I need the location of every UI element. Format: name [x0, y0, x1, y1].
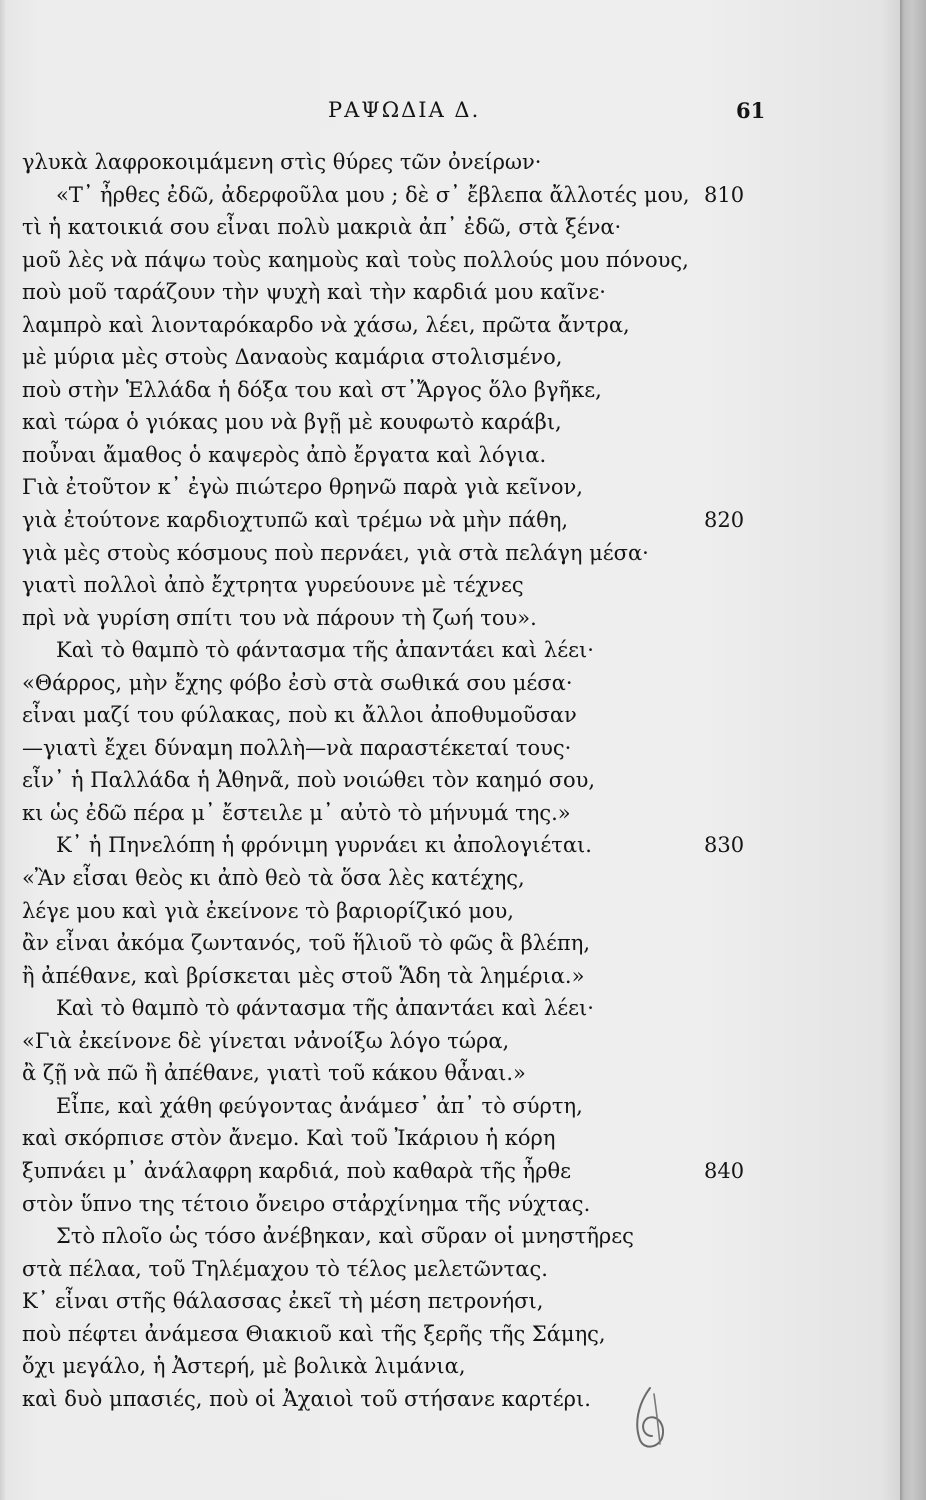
verse-line-text: «Γιὰ ἐκείνονε δὲ γίνεται νἀνοίξω λόγο τώρα,	[22, 1028, 510, 1053]
line-number: 820	[704, 508, 745, 533]
verse-line	[0, 634, 900, 667]
verse-line	[0, 667, 900, 700]
page-header	[0, 98, 900, 132]
verse-line	[0, 1057, 900, 1090]
verse-line	[0, 406, 900, 439]
verse-line	[0, 829, 900, 862]
verse-line	[0, 211, 900, 244]
verse-line	[0, 602, 900, 635]
verse-line	[0, 1285, 900, 1318]
verse-line-text: Καὶ τὸ θαμπὸ τὸ φάντασμα τῆς ἀπαντάει καὶ λέει·	[56, 638, 594, 663]
page-number: 61	[736, 98, 766, 123]
verse-line	[0, 146, 900, 179]
verse-line	[0, 1350, 900, 1383]
verse-line-text: ποὺ στὴν Ἑλλάδα ἡ δόξα του καὶ στ᾽Ἄργος ὅλο βγῆκε,	[22, 377, 602, 402]
verse-line-text: ἂ ζῇ νὰ πῶ ἢ ἀπέθανε, γιατὶ τοῦ κάκου θἆναι.»	[22, 1061, 526, 1086]
verse-line	[0, 374, 900, 407]
verse-line	[0, 1122, 900, 1155]
verse-line-text: μὲ μύρια μὲς στοὺς Δαναοὺς καμάρια στολισμένο,	[22, 345, 563, 370]
verse-line	[0, 1188, 900, 1221]
verse-line-text: γλυκὰ λαφροκοιμάμενη στὶς θύρες τῶν ὀνείρων·	[22, 150, 542, 174]
verse-line-text: ποὖναι ἄμαθος ὁ καψερὸς ἀπὸ ἔργατα καὶ λόγια.	[22, 442, 547, 467]
line-number: 840	[704, 1158, 745, 1183]
verse-line	[0, 537, 900, 570]
verse-line-text: λέγε μου καὶ γιὰ ἐκείνονε τὸ βαριορίζικό μου,	[22, 898, 514, 923]
verse-line-text: καὶ δυὸ μπασιές, ποὺ οἱ Ἀχαιοὶ τοῦ στήσανε καρτέρι.	[22, 1386, 591, 1411]
verse-line-text: Γιὰ ἐτοῦτον κ᾽ ἐγὼ πιώτερο θρηνῶ παρὰ γιὰ κεῖνον,	[22, 475, 583, 500]
verse-line-text: ξυπνάει μ᾽ ἀνάλαφρη καρδιά, ποὺ καθαρὰ τῆς ἦρθε	[22, 1158, 571, 1183]
verse-line-text: ποὺ μοῦ ταράζουν τὴν ψυχὴ καὶ τὴν καρδιά μου καῖνε·	[22, 280, 606, 305]
verse-line-text: ποὺ πέφτει ἀνάμεσα Θιακιοῦ καὶ τῆς ξερῆς τῆς Σάμης,	[22, 1321, 606, 1346]
verse-line	[0, 732, 900, 765]
verse-line	[0, 1090, 900, 1123]
verse-line	[0, 341, 900, 374]
verse-line	[0, 244, 900, 277]
verse-line-text: Κ᾽ ἡ Πηνελόπη ἡ φρόνιμη γυρνάει κι ἀπολογιέται.	[56, 833, 592, 858]
running-title: ΡΑΨΩΔΙΑ Δ.	[328, 98, 481, 122]
verse-line	[0, 569, 900, 602]
verse-line	[0, 862, 900, 895]
verse-line-text: μοῦ λὲς νὰ πάψω τοὺς καημοὺς καὶ τοὺς πολλούς μου πόνους,	[22, 247, 689, 272]
verse-line-text: «Θάρρος, μὴν ἔχης φόβο ἐσὺ στὰ σωθικά σου μέσα·	[22, 670, 573, 695]
verse-line-text: καὶ τώρα ὁ γιόκας μου νὰ βγῇ μὲ κουφωτὸ καράβι,	[22, 410, 562, 435]
verse-line-text: «Ἂν εἶσαι θεὸς κι ἀπὸ θεὸ τὰ ὅσα λὲς κατέχης,	[22, 866, 525, 891]
verse-line-text: ἂν εἶναι ἀκόμα ζωντανός, τοῦ ἥλιοῦ τὸ φῶς ἃ βλέπη,	[22, 931, 590, 956]
line-number: 830	[704, 833, 745, 858]
verse-line	[0, 895, 900, 928]
line-number: 810	[704, 182, 745, 207]
verse-line-text: εἶναι μαζί του φύλακας, ποὺ κι ἄλλοι ἀποθυμοῦσαν	[22, 703, 577, 728]
verse-line-text: Κ᾽ εἶναι στῆς θάλασσας ἐκεῖ τὴ μέση πετρονήσι,	[22, 1289, 544, 1314]
verse-line	[0, 927, 900, 960]
verse-line	[0, 992, 900, 1025]
verse-text	[0, 146, 900, 1415]
verse-line	[0, 1253, 900, 1286]
verse-line-text: Στὸ πλοῖο ὡς τόσο ἀνέβηκαν, καὶ σῦραν οἱ μνηστῆρες	[56, 1224, 634, 1249]
verse-line	[0, 1383, 900, 1416]
verse-line-text: γιὰ μὲς στοὺς κόσμους ποὺ περνάει, γιὰ στὰ πελάγη μέσα·	[22, 540, 649, 565]
verse-line-text: ἢ ἀπέθανε, καὶ βρίσκεται μὲς στοῦ Ἅδη τὰ λημέρια.»	[22, 963, 585, 988]
verse-line	[0, 797, 900, 830]
verse-line-text: λαμπρὸ καὶ λιονταρόκαρδο νὰ χάσω, λέει, πρῶτα ἄντρα,	[22, 312, 630, 337]
verse-line-text: πρὶ νὰ γυρίση σπίτι του νὰ πάρουν τὴ ζωή του».	[22, 605, 537, 630]
verse-line	[0, 276, 900, 309]
verse-line-text: Καὶ τὸ θαμπὸ τὸ φάντασμα τῆς ἀπαντάει καὶ λέει·	[56, 996, 594, 1021]
verse-line-text: ὄχι μεγάλο, ἡ Ἀστερή, μὲ βολικὰ λιμάνια,	[22, 1354, 466, 1379]
verse-line	[0, 699, 900, 732]
verse-line-text: εἶν᾽ ἡ Παλλάδα ἡ Ἀθηνᾶ, ποὺ νοιώθει τὸν καημό σου,	[22, 768, 596, 793]
verse-line	[0, 471, 900, 504]
verse-line-text: γιὰ ἐτούτονε καρδιοχτυπῶ καὶ τρέμω νὰ μὴν πάθη,	[22, 508, 569, 533]
verse-line	[0, 309, 900, 342]
verse-line	[0, 1025, 900, 1058]
verse-line	[0, 439, 900, 472]
verse-line	[0, 1220, 900, 1253]
verse-line	[0, 960, 900, 993]
verse-line	[0, 764, 900, 797]
verse-line	[0, 504, 900, 537]
verse-line	[0, 179, 900, 212]
verse-line	[0, 1318, 900, 1351]
verse-line-text: κι ὡς ἐδῶ πέρα μ᾽ ἔστειλε μ᾽ αὐτὸ τὸ μήνυμά της.»	[22, 800, 571, 825]
page-edge	[900, 0, 926, 1500]
verse-line-text: στὸν ὕπνο της τέτοιο ὄνειρο στἀρχίνημα τῆς νύχτας.	[22, 1191, 591, 1216]
verse-line-text: «Τ᾽ ἦρθες ἐδῶ, ἀδερφοῦλα μου ; δὲ σ᾽ ἔβλεπα ἄλλοτές μου,	[56, 182, 690, 207]
verse-line-text: Εἶπε, καὶ χάθη φεύγοντας ἀνάμεσ᾽ ἀπ᾽ τὸ σύρτη,	[56, 1093, 583, 1118]
handwritten-annotation	[628, 1384, 674, 1454]
verse-line-text: γιατὶ πολλοὶ ἀπὸ ἔχτρητα γυρεύουνε μὲ τέχνες	[22, 573, 524, 598]
verse-line-text: τὶ ἡ κατοικιά σου εἶναι πολὺ μακριὰ ἀπ᾽ ἐδῶ, στὰ ξένα·	[22, 215, 622, 240]
verse-line-text: καὶ σκόρπισε στὸν ἄνεμο. Καὶ τοῦ Ἰκάριου ἡ κόρη	[22, 1126, 556, 1151]
verse-line	[0, 1155, 900, 1188]
verse-line-text: —γιατὶ ἔχει δύναμη πολλὴ—νὰ παραστέκεταί τους·	[22, 735, 572, 760]
verse-line-text: στὰ πέλαα, τοῦ Τηλέμαχου τὸ τέλος μελετῶντας.	[22, 1256, 548, 1281]
